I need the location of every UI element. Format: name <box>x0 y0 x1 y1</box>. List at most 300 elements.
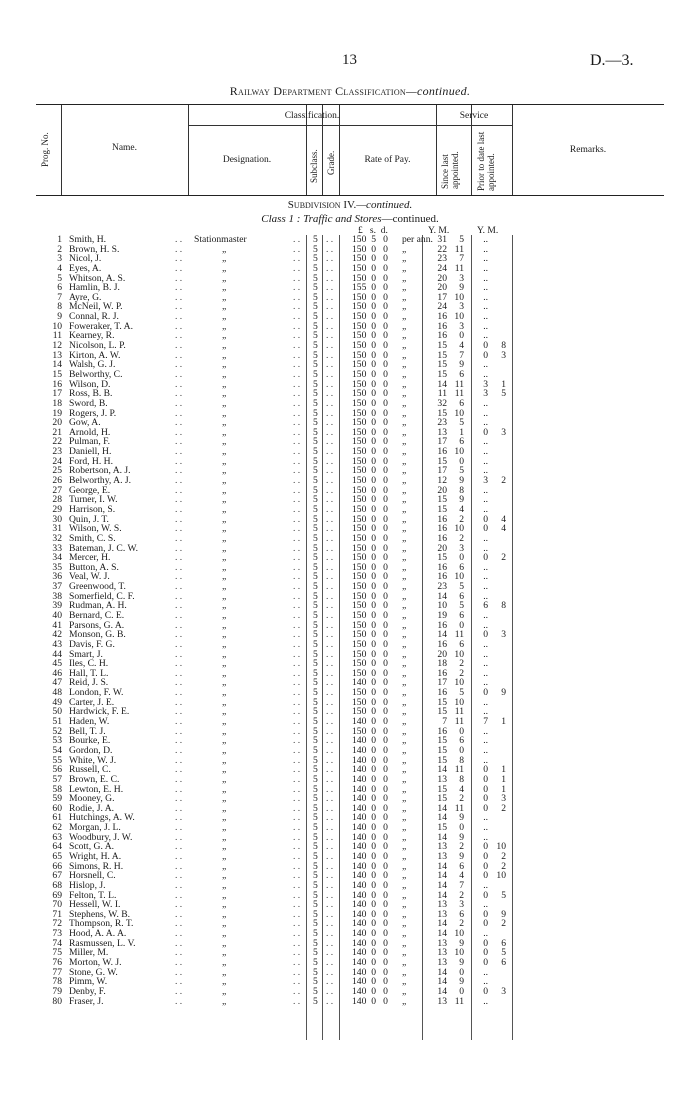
prog-no: 48 <box>52 687 62 699</box>
pay-unit: „ <box>402 937 407 949</box>
prior-months: 1 <box>501 378 506 390</box>
leader-dots: . . <box>326 899 334 911</box>
rate-of-pay: 140 0 0 <box>352 870 388 882</box>
prog-no: 79 <box>52 985 62 997</box>
pay-unit: „ <box>402 754 407 766</box>
leader-dots: . . <box>326 407 334 419</box>
pay-unit: „ <box>402 542 407 554</box>
prog-no: 53 <box>52 735 62 747</box>
employee-name: Thompson, R. T. <box>69 918 134 930</box>
prog-no: 50 <box>52 706 62 718</box>
rate-of-pay: 150 0 0 <box>352 725 388 737</box>
rate-of-pay: 140 0 0 <box>352 966 388 978</box>
leader-dots: . . <box>293 417 301 429</box>
employee-name: Horsnell, C. <box>69 870 116 882</box>
employee-name: Fraser, J. <box>69 995 104 1007</box>
leader-dots: . . <box>293 272 301 284</box>
since-months: 2 <box>459 889 464 901</box>
rate-of-pay: 150 0 0 <box>352 581 388 593</box>
table-row <box>0 254 700 264</box>
pay-unit: „ <box>402 243 407 255</box>
leader-dots: . . <box>326 282 334 294</box>
since-years: 13 <box>437 995 447 1007</box>
leader-dots: . . <box>326 822 334 834</box>
subclass: 5 <box>313 629 318 641</box>
prior-years: .. <box>483 812 488 824</box>
leader-dots: . . <box>293 677 301 689</box>
leader-dots: . . <box>175 484 183 496</box>
subclass: 5 <box>313 658 318 670</box>
leader-dots: . . <box>293 465 301 477</box>
designation: „ <box>222 494 227 506</box>
designation: „ <box>222 716 227 728</box>
leader-dots: . . <box>175 532 183 544</box>
leader-dots: . . <box>293 985 301 997</box>
leader-dots: . . <box>326 590 334 602</box>
employee-name: Reid, J. S. <box>69 677 109 689</box>
leader-dots: . . <box>175 378 183 390</box>
prog-no: 39 <box>52 600 62 612</box>
table-row <box>0 987 700 997</box>
prior-years: .. <box>483 571 488 583</box>
leader-dots: . . <box>175 677 183 689</box>
employee-name: Greenwood, T. <box>69 581 126 593</box>
pay-unit: „ <box>402 446 407 458</box>
subclass: 5 <box>313 957 318 969</box>
since-years: 15 <box>437 744 447 756</box>
leader-dots: . . <box>326 764 334 776</box>
prog-no: 56 <box>52 764 62 776</box>
prior-years: 0 <box>483 513 488 525</box>
leader-dots: . . <box>293 542 301 554</box>
designation: „ <box>222 870 227 882</box>
since-years: 14 <box>437 870 447 882</box>
employee-name: Smith, C. S. <box>69 532 116 544</box>
employee-name: Hall, T. L. <box>69 667 109 679</box>
service-units-header-2: Y. M. <box>477 226 499 236</box>
since-months: 8 <box>459 754 464 766</box>
leader-dots: . . <box>326 841 334 853</box>
since-months: 6 <box>459 638 464 650</box>
table-row <box>0 409 700 419</box>
leader-dots: . . <box>326 947 334 959</box>
leader-dots: . . <box>293 609 301 621</box>
prior-years: 0 <box>483 860 488 872</box>
prog-no: 41 <box>52 619 62 631</box>
subclass: 5 <box>313 908 318 920</box>
prior-years: .. <box>483 658 488 670</box>
leader-dots: . . <box>326 426 334 438</box>
subclass: 5 <box>313 397 318 409</box>
prior-years: 0 <box>483 937 488 949</box>
prior-years: .. <box>483 619 488 631</box>
prior-years: 0 <box>483 783 488 795</box>
pay-unit: „ <box>402 947 407 959</box>
prog-no: 37 <box>52 581 62 593</box>
prior-months: 6 <box>501 937 506 949</box>
since-years: 16 <box>437 561 447 573</box>
designation: „ <box>222 291 227 303</box>
prior-years: 0 <box>483 687 488 699</box>
prior-months: 4 <box>501 523 506 535</box>
rate-of-pay: 140 0 0 <box>352 947 388 959</box>
since-months: 11 <box>454 764 464 776</box>
leader-dots: . . <box>326 243 334 255</box>
rate-of-pay: 140 0 0 <box>352 976 388 988</box>
since-years: 13 <box>437 947 447 959</box>
designation: „ <box>222 764 227 776</box>
since-months: 11 <box>454 243 464 255</box>
rate-of-pay: 150 0 0 <box>352 320 388 332</box>
prog-no: 18 <box>52 397 62 409</box>
employee-name: Miller, M. <box>69 947 109 959</box>
since-years: 23 <box>437 581 447 593</box>
prior-years: 0 <box>483 552 488 564</box>
leader-dots: . . <box>293 561 301 573</box>
since-months: 6 <box>459 860 464 872</box>
designation: „ <box>222 879 227 891</box>
subclass: 5 <box>313 330 318 342</box>
rate-of-pay: 140 0 0 <box>352 793 388 805</box>
since-years: 16 <box>437 687 447 699</box>
leader-dots: . . <box>175 831 183 843</box>
prior-months: 3 <box>501 629 506 641</box>
pay-unit: „ <box>402 841 407 853</box>
pay-unit: „ <box>402 918 407 930</box>
leader-dots: . . <box>293 841 301 853</box>
leader-dots: . . <box>326 513 334 525</box>
subclass: 5 <box>313 985 318 997</box>
leader-dots: . . <box>293 494 301 506</box>
class-continued: —continued. <box>381 213 439 225</box>
designation: „ <box>222 542 227 554</box>
rate-of-pay: 140 0 0 <box>352 860 388 872</box>
leader-dots: . . <box>293 234 301 245</box>
designation: „ <box>222 889 227 901</box>
designation: „ <box>222 619 227 631</box>
since-months: 7 <box>459 253 464 265</box>
header-designation: Designation. <box>222 155 272 165</box>
designation: „ <box>222 407 227 419</box>
prog-no: 36 <box>52 571 62 583</box>
leader-dots: . . <box>293 523 301 535</box>
leader-dots: . . <box>175 802 183 814</box>
leader-dots: . . <box>326 754 334 766</box>
since-months: 2 <box>459 532 464 544</box>
leader-dots: . . <box>293 359 301 371</box>
prog-no: 49 <box>52 696 62 708</box>
prior-years: 0 <box>483 841 488 853</box>
pay-unit: „ <box>402 908 407 920</box>
pay-unit: „ <box>402 330 407 342</box>
since-years: 14 <box>437 918 447 930</box>
prior-years: 0 <box>483 918 488 930</box>
employee-name: Ayre, G. <box>69 291 102 303</box>
prior-years: 0 <box>483 870 488 882</box>
employee-name: Bateman, J. C. W. <box>69 542 139 554</box>
designation: „ <box>222 581 227 593</box>
prior-years: 0 <box>483 802 488 814</box>
employee-name: Nicolson, L. P. <box>69 340 126 352</box>
rate-of-pay: 140 0 0 <box>352 918 388 930</box>
employee-name: Ford, H. H. <box>69 455 113 467</box>
since-years: 15 <box>437 754 447 766</box>
prior-years: .. <box>483 976 488 988</box>
prog-no: 57 <box>52 773 62 785</box>
prior-years: 7 <box>483 716 488 728</box>
pay-unit: „ <box>402 388 407 400</box>
employee-name: Simons, R. H. <box>69 860 124 872</box>
leader-dots: . . <box>175 696 183 708</box>
leader-dots: . . <box>293 349 301 361</box>
leader-dots: . . <box>293 455 301 467</box>
prog-no: 27 <box>52 484 62 496</box>
prior-years: .. <box>483 503 488 515</box>
leader-dots: . . <box>293 253 301 265</box>
header-name: Name. <box>111 143 138 153</box>
since-years: 15 <box>437 455 447 467</box>
pay-unit: „ <box>402 609 407 621</box>
prog-no: 44 <box>52 648 62 660</box>
since-years: 15 <box>437 349 447 361</box>
since-years: 16 <box>437 725 447 737</box>
leader-dots: . . <box>175 851 183 862</box>
table-title-main: Railway Department Classification <box>229 84 406 98</box>
leader-dots: . . <box>326 330 334 342</box>
class-traffic: Traffic <box>303 213 333 225</box>
rate-of-pay: 150 0 0 <box>352 503 388 515</box>
employee-name: Nicol, J. <box>69 253 102 265</box>
employee-name: Gordon, D. <box>69 744 113 756</box>
prior-years: 0 <box>483 773 488 785</box>
prior-years: .. <box>483 735 488 747</box>
since-years: 20 <box>437 282 447 294</box>
subclass: 5 <box>313 417 318 429</box>
prior-years: 0 <box>483 851 488 862</box>
employee-name: Brown, E. C. <box>69 773 120 785</box>
rate-of-pay: 140 0 0 <box>352 879 388 891</box>
subclass: 5 <box>313 918 318 930</box>
since-months: 0 <box>459 985 464 997</box>
prior-months: 1 <box>501 716 506 728</box>
rate-of-pay: 150 0 0 <box>352 648 388 660</box>
since-months: 3 <box>459 301 464 313</box>
prior-months: 4 <box>501 513 506 525</box>
prior-years: .. <box>483 301 488 313</box>
prior-months: 2 <box>501 552 506 564</box>
leader-dots: . . <box>175 619 183 631</box>
designation: „ <box>222 397 227 409</box>
leader-dots: . . <box>175 609 183 621</box>
employee-name: Carter, J. E. <box>69 696 115 708</box>
pay-unit: „ <box>402 725 407 737</box>
employee-name: Ross, B. B. <box>69 388 113 400</box>
leader-dots: . . <box>175 330 183 342</box>
since-years: 13 <box>437 899 447 911</box>
leader-dots: . . <box>175 272 183 284</box>
prog-no: 25 <box>52 465 62 477</box>
employee-name: George, E. <box>69 484 111 496</box>
prog-no: 12 <box>52 340 62 352</box>
leader-dots: . . <box>326 446 334 458</box>
employee-name: Whitson, A. S. <box>69 272 126 284</box>
rate-of-pay: 150 0 0 <box>352 349 388 361</box>
leader-dots: . . <box>175 388 183 400</box>
leader-dots: . . <box>175 860 183 872</box>
since-months: 4 <box>459 870 464 882</box>
rate-of-pay: 140 0 0 <box>352 764 388 776</box>
leader-dots: . . <box>326 465 334 477</box>
prog-no: 63 <box>52 831 62 843</box>
subclass: 5 <box>313 368 318 380</box>
prior-years: .. <box>483 822 488 834</box>
pay-unit: „ <box>402 368 407 380</box>
since-months: 10 <box>454 928 464 940</box>
employee-name: Turner, I. W. <box>69 494 118 506</box>
prior-months: 2 <box>501 475 506 487</box>
prior-years: .. <box>483 407 488 419</box>
employee-table-body <box>0 235 700 1006</box>
designation: Stationmaster <box>194 234 247 245</box>
since-years: 16 <box>437 523 447 535</box>
since-months: 10 <box>454 523 464 535</box>
leader-dots: . . <box>293 378 301 390</box>
pay-unit: „ <box>402 793 407 805</box>
designation: „ <box>222 773 227 785</box>
leader-dots: . . <box>326 773 334 785</box>
leader-dots: . . <box>175 282 183 294</box>
employee-name: Hamlin, B. J. <box>69 282 120 294</box>
rate-of-pay: 140 0 0 <box>352 822 388 834</box>
subclass: 5 <box>313 552 318 564</box>
prog-no: 66 <box>52 860 62 872</box>
rate-of-pay: 140 0 0 <box>352 812 388 824</box>
rate-of-pay: 150 0 0 <box>352 243 388 255</box>
designation: „ <box>222 754 227 766</box>
prog-no: 9 <box>57 311 62 323</box>
prog-no: 75 <box>52 947 62 959</box>
leader-dots: . . <box>326 340 334 352</box>
leader-dots: . . <box>326 388 334 400</box>
table-header <box>36 104 664 196</box>
rate-of-pay: 150 0 0 <box>352 475 388 487</box>
leader-dots: . . <box>175 397 183 409</box>
subclass: 5 <box>313 831 318 843</box>
pay-unit: „ <box>402 291 407 303</box>
since-months: 10 <box>454 571 464 583</box>
prior-years: .. <box>483 253 488 265</box>
leader-dots: . . <box>293 340 301 352</box>
leader-dots: . . <box>326 368 334 380</box>
subclass: 5 <box>313 609 318 621</box>
pay-unit: „ <box>402 629 407 641</box>
pay-unit: „ <box>402 831 407 843</box>
subclass: 5 <box>313 764 318 776</box>
since-months: 9 <box>459 831 464 843</box>
pay-unit: „ <box>402 648 407 660</box>
leader-dots: . . <box>326 706 334 718</box>
designation: „ <box>222 985 227 997</box>
leader-dots: . . <box>175 542 183 554</box>
rate-of-pay: 140 0 0 <box>352 995 388 1007</box>
prior-years: .. <box>483 359 488 371</box>
since-years: 13 <box>437 426 447 438</box>
rate-of-pay: 150 0 0 <box>352 407 388 419</box>
leader-dots: . . <box>175 581 183 593</box>
subdivision-label: Subdivision IV. <box>287 199 357 211</box>
since-months: 10 <box>454 947 464 959</box>
pay-unit: „ <box>402 851 407 862</box>
since-months: 0 <box>459 744 464 756</box>
rate-of-pay: 150 0 0 <box>352 706 388 718</box>
leader-dots: . . <box>293 696 301 708</box>
since-months: 3 <box>459 899 464 911</box>
employee-name: Rogers, J. P. <box>69 407 117 419</box>
leader-dots: . . <box>293 619 301 631</box>
pay-unit: „ <box>402 928 407 940</box>
since-years: 14 <box>437 629 447 641</box>
designation: „ <box>222 966 227 978</box>
prog-no: 4 <box>57 262 62 274</box>
subclass: 5 <box>313 475 318 487</box>
leader-dots: . . <box>175 995 183 1007</box>
designation: „ <box>222 667 227 679</box>
since-years: 15 <box>437 552 447 564</box>
leader-dots: . . <box>175 465 183 477</box>
prog-no: 19 <box>52 407 62 419</box>
employee-name: Pulman, F. <box>69 436 111 448</box>
leader-dots: . . <box>293 436 301 448</box>
employee-name: Somerfield, C. F. <box>69 590 135 602</box>
leader-dots: . . <box>326 918 334 930</box>
leader-dots: . . <box>326 831 334 843</box>
prog-no: 38 <box>52 590 62 602</box>
since-months: 10 <box>454 677 464 689</box>
subclass: 5 <box>313 446 318 458</box>
rate-of-pay: 140 0 0 <box>352 851 388 862</box>
leader-dots: . . <box>293 600 301 612</box>
subclass: 5 <box>313 282 318 294</box>
prog-no: 1 <box>57 234 62 245</box>
since-months: 3 <box>459 320 464 332</box>
since-months: 6 <box>459 368 464 380</box>
designation: „ <box>222 426 227 438</box>
rate-of-pay: 150 0 0 <box>352 388 388 400</box>
header-subclass: Subclass. <box>309 149 319 183</box>
pay-unit: „ <box>402 879 407 891</box>
rate-of-pay: 150 0 0 <box>352 619 388 631</box>
since-years: 15 <box>437 793 447 805</box>
employee-name: Scott, G. A. <box>69 841 115 853</box>
prior-years: .. <box>483 696 488 708</box>
leader-dots: . . <box>175 552 183 564</box>
subdivision-continued: —continued. <box>356 199 413 211</box>
prog-no: 40 <box>52 609 62 621</box>
since-years: 17 <box>437 291 447 303</box>
since-months: 6 <box>459 397 464 409</box>
rate-of-pay: 140 0 0 <box>352 899 388 911</box>
prog-no: 34 <box>52 552 62 564</box>
prog-no: 26 <box>52 475 62 487</box>
since-years: 15 <box>437 696 447 708</box>
prior-years: .. <box>483 725 488 737</box>
since-months: 5 <box>459 687 464 699</box>
since-months: 11 <box>454 706 464 718</box>
leader-dots: . . <box>293 899 301 911</box>
leader-dots: . . <box>293 291 301 303</box>
leader-dots: . . <box>293 658 301 670</box>
prior-months: 10 <box>496 841 506 853</box>
